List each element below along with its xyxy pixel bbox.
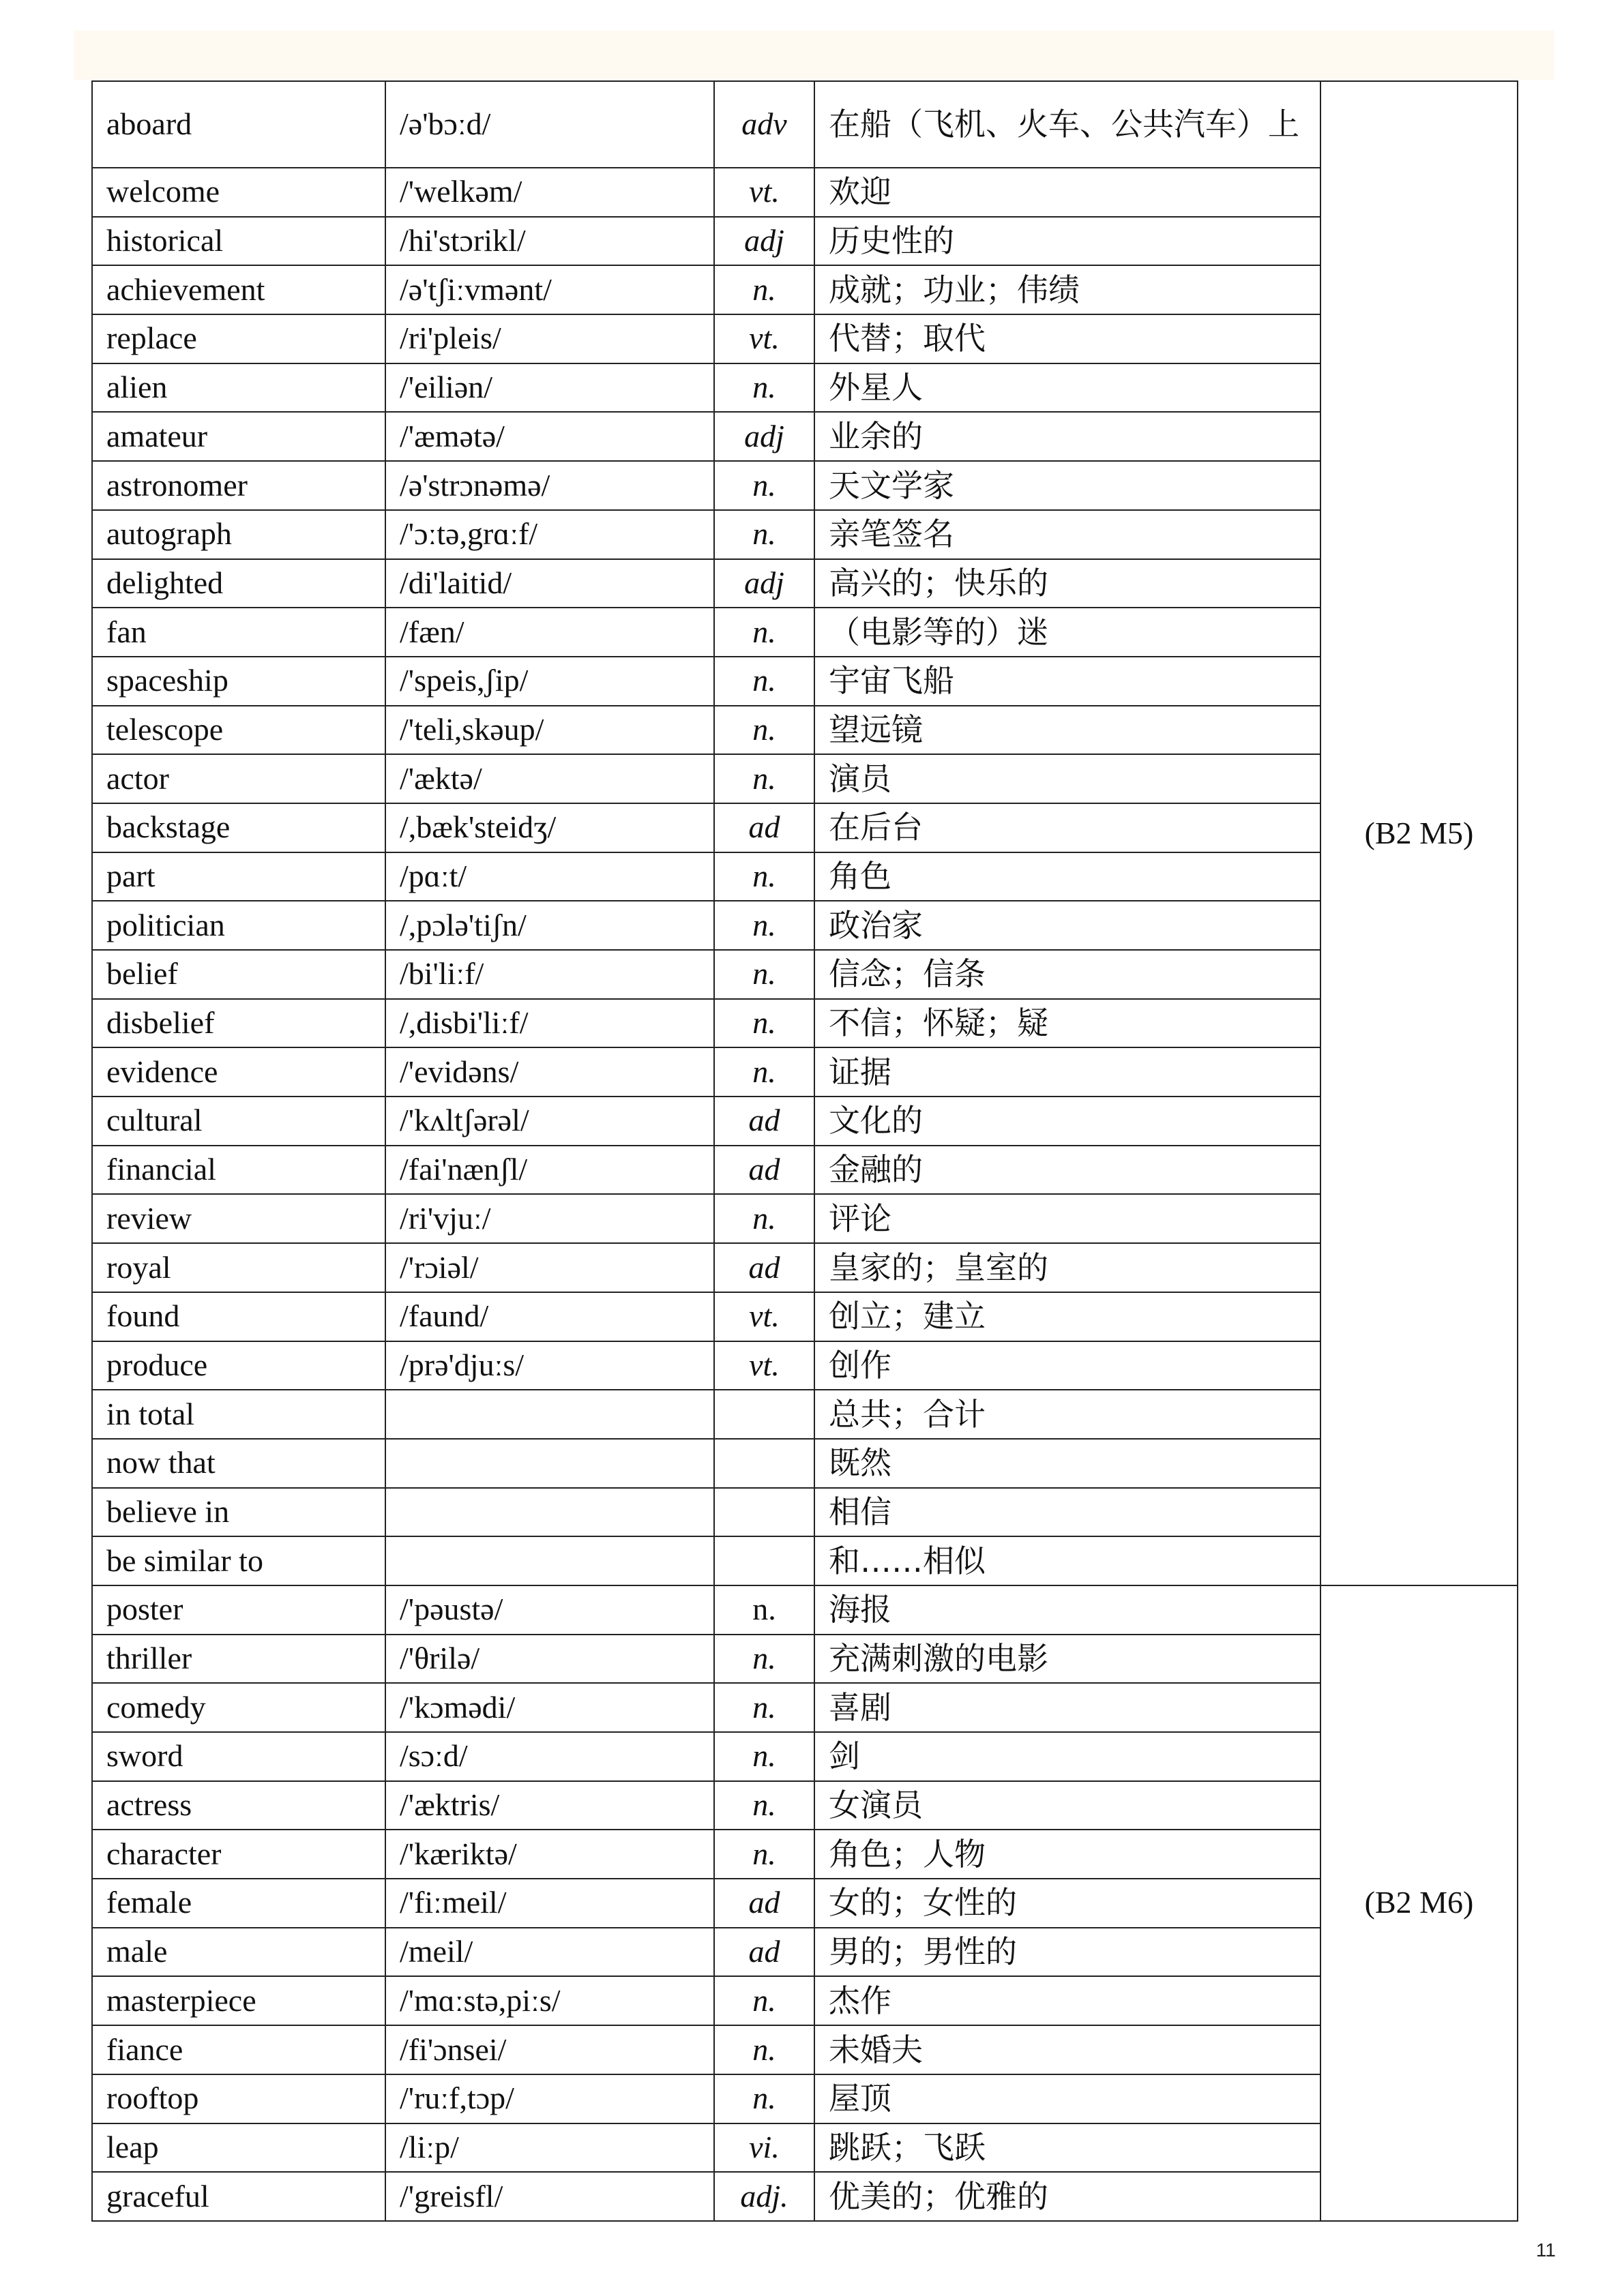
- vocab-phonetic: /,disbi'liːf/: [385, 999, 714, 1048]
- vocab-word: royal: [92, 1243, 385, 1292]
- vocab-row: [92, 1488, 1518, 1537]
- vocab-row: [92, 1635, 1518, 1684]
- vocab-word: found: [92, 1292, 385, 1341]
- vocab-phonetic: /fai'nænʃl/: [385, 1146, 714, 1195]
- vocab-phonetic: [385, 1536, 714, 1585]
- vocab-row: [92, 1341, 1518, 1390]
- vocabulary-table-body: [92, 81, 1518, 2221]
- vocab-part-of-speech: vt.: [714, 1341, 814, 1390]
- vocab-word: astronomer: [92, 461, 385, 510]
- vocab-part-of-speech: adj: [714, 217, 814, 266]
- vocab-word: backstage: [92, 803, 385, 852]
- vocab-row: [92, 754, 1518, 803]
- vocabulary-table: [91, 80, 1518, 2222]
- vocab-meaning: 既然: [814, 1439, 1320, 1488]
- vocab-word: alien: [92, 363, 385, 413]
- vocab-meaning: 创作: [814, 1341, 1320, 1390]
- vocab-phonetic: /'fiːmeil/: [385, 1879, 714, 1928]
- vocab-phonetic: /fæn/: [385, 608, 714, 657]
- vocab-part-of-speech: n.: [714, 1732, 814, 1781]
- vocab-meaning: 相信: [814, 1488, 1320, 1537]
- vocab-phonetic: /'speis,ʃip/: [385, 657, 714, 706]
- vocab-row: [92, 81, 1518, 168]
- vocab-row: [92, 901, 1518, 950]
- vocab-part-of-speech: vt.: [714, 314, 814, 363]
- vocab-row: [92, 265, 1518, 314]
- vocab-meaning: 跳跃；飞跃: [814, 2123, 1320, 2173]
- vocab-phonetic: /faund/: [385, 1292, 714, 1341]
- vocab-phonetic: /'kæriktə/: [385, 1830, 714, 1879]
- vocab-part-of-speech: n.: [714, 2025, 814, 2074]
- vocab-meaning: 金融的: [814, 1146, 1320, 1195]
- vocab-word: achievement: [92, 265, 385, 314]
- vocab-meaning: 信念；信条: [814, 950, 1320, 999]
- vocab-word: poster: [92, 1585, 385, 1635]
- vocab-part-of-speech: n.: [714, 852, 814, 901]
- vocab-row: [92, 1439, 1518, 1488]
- vocab-meaning: 优美的；优雅的: [814, 2172, 1320, 2221]
- vocab-part-of-speech: ad: [714, 1243, 814, 1292]
- vocab-word: disbelief: [92, 999, 385, 1048]
- header-band: [74, 31, 1554, 80]
- vocab-part-of-speech: adv: [714, 81, 814, 168]
- vocab-row: [92, 1292, 1518, 1341]
- vocab-word: produce: [92, 1341, 385, 1390]
- vocab-part-of-speech: n.: [714, 1585, 814, 1635]
- vocab-word: comedy: [92, 1683, 385, 1732]
- vocab-word: graceful: [92, 2172, 385, 2221]
- vocab-meaning: 文化的: [814, 1097, 1320, 1146]
- vocab-meaning: 角色: [814, 852, 1320, 901]
- vocab-phonetic: /,bæk'steidʒ/: [385, 803, 714, 852]
- vocab-part-of-speech: adj.: [714, 2172, 814, 2221]
- vocab-meaning: 女演员: [814, 1781, 1320, 1830]
- vocab-meaning: 演员: [814, 754, 1320, 803]
- vocab-word: politician: [92, 901, 385, 950]
- vocab-phonetic: /ə'strɔnəmə/: [385, 461, 714, 510]
- vocab-phonetic: [385, 1488, 714, 1537]
- vocab-meaning: 总共；合计: [814, 1390, 1320, 1439]
- vocab-part-of-speech: n.: [714, 1781, 814, 1830]
- vocab-phonetic: /'pəustə/: [385, 1585, 714, 1635]
- vocab-row: [92, 363, 1518, 413]
- vocab-part-of-speech: n.: [714, 1830, 814, 1879]
- vocab-meaning: 外星人: [814, 363, 1320, 413]
- vocab-row: [92, 852, 1518, 901]
- vocab-part-of-speech: n.: [714, 265, 814, 314]
- vocab-meaning: 在船（飞机、火车、公共汽车）上: [814, 81, 1320, 168]
- vocab-word: actor: [92, 754, 385, 803]
- vocab-meaning: 评论: [814, 1194, 1320, 1243]
- vocab-row: [92, 1976, 1518, 2025]
- vocab-meaning: （电影等的）迷: [814, 608, 1320, 657]
- vocab-meaning: 成就；功业；伟绩: [814, 265, 1320, 314]
- vocab-meaning: 政治家: [814, 901, 1320, 950]
- vocab-word: masterpiece: [92, 1976, 385, 2025]
- vocab-phonetic: /prə'djuːs/: [385, 1341, 714, 1390]
- vocab-phonetic: /'æktə/: [385, 754, 714, 803]
- unit-label: (B2 M5): [1320, 81, 1518, 1585]
- vocab-part-of-speech: [714, 1488, 814, 1537]
- vocab-row: [92, 706, 1518, 755]
- vocab-word: now that: [92, 1439, 385, 1488]
- vocab-row: [92, 461, 1518, 510]
- vocab-word: male: [92, 1928, 385, 1977]
- vocab-phonetic: /'mɑːstə,piːs/: [385, 1976, 714, 2025]
- vocab-meaning: 欢迎: [814, 168, 1320, 217]
- vocab-meaning: 未婚夫: [814, 2025, 1320, 2074]
- vocab-word: actress: [92, 1781, 385, 1830]
- vocab-phonetic: /'teli,skəup/: [385, 706, 714, 755]
- vocab-meaning: 在后台: [814, 803, 1320, 852]
- vocab-word: autograph: [92, 510, 385, 559]
- vocab-row: [92, 2172, 1518, 2221]
- vocab-meaning: 宇宙飞船: [814, 657, 1320, 706]
- vocab-word: fiance: [92, 2025, 385, 2074]
- vocab-phonetic: /'evidəns/: [385, 1047, 714, 1097]
- vocab-phonetic: [385, 1439, 714, 1488]
- vocab-row: [92, 1243, 1518, 1292]
- vocab-phonetic: /,pɔlə'tiʃn/: [385, 901, 714, 950]
- vocab-part-of-speech: [714, 1390, 814, 1439]
- vocab-part-of-speech: n.: [714, 1194, 814, 1243]
- vocab-word: historical: [92, 217, 385, 266]
- vocab-part-of-speech: ad: [714, 1146, 814, 1195]
- vocab-part-of-speech: n.: [714, 363, 814, 413]
- vocab-word: telescope: [92, 706, 385, 755]
- vocab-row: [92, 999, 1518, 1048]
- vocab-part-of-speech: vt.: [714, 1292, 814, 1341]
- vocab-row: [92, 608, 1518, 657]
- vocab-meaning: 高兴的；快乐的: [814, 559, 1320, 608]
- vocab-meaning: 男的；男性的: [814, 1928, 1320, 1977]
- vocab-part-of-speech: n.: [714, 657, 814, 706]
- vocab-row: [92, 1585, 1518, 1635]
- vocab-phonetic: /di'laitid/: [385, 559, 714, 608]
- vocab-part-of-speech: n.: [714, 950, 814, 999]
- vocab-meaning: 女的；女性的: [814, 1879, 1320, 1928]
- vocab-row: [92, 803, 1518, 852]
- vocab-phonetic: /'æktris/: [385, 1781, 714, 1830]
- vocab-phonetic: /'welkəm/: [385, 168, 714, 217]
- vocab-row: [92, 1194, 1518, 1243]
- vocab-phonetic: [385, 1390, 714, 1439]
- vocab-row: [92, 2123, 1518, 2173]
- vocab-part-of-speech: n.: [714, 754, 814, 803]
- vocab-part-of-speech: n.: [714, 1976, 814, 2025]
- vocab-meaning: 业余的: [814, 412, 1320, 461]
- vocab-word: be similar to: [92, 1536, 385, 1585]
- vocab-part-of-speech: n.: [714, 510, 814, 559]
- vocab-word: believe in: [92, 1488, 385, 1537]
- vocab-part-of-speech: adj: [714, 412, 814, 461]
- vocab-word: review: [92, 1194, 385, 1243]
- vocab-phonetic: /hi'stɔrikl/: [385, 217, 714, 266]
- vocab-row: [92, 1830, 1518, 1879]
- vocab-meaning: 皇家的；皇室的: [814, 1243, 1320, 1292]
- vocab-part-of-speech: ad: [714, 1879, 814, 1928]
- vocab-row: [92, 2074, 1518, 2123]
- vocab-row: [92, 412, 1518, 461]
- vocab-word: belief: [92, 950, 385, 999]
- vocab-part-of-speech: n.: [714, 1683, 814, 1732]
- vocab-row: [92, 1097, 1518, 1146]
- vocab-word: in total: [92, 1390, 385, 1439]
- vocab-meaning: 证据: [814, 1047, 1320, 1097]
- vocab-word: leap: [92, 2123, 385, 2173]
- vocab-row: [92, 657, 1518, 706]
- vocab-word: cultural: [92, 1097, 385, 1146]
- vocab-phonetic: /bi'liːf/: [385, 950, 714, 999]
- vocab-part-of-speech: vi.: [714, 2123, 814, 2173]
- vocab-row: [92, 1683, 1518, 1732]
- vocab-phonetic: /ri'pleis/: [385, 314, 714, 363]
- vocab-row: [92, 1146, 1518, 1195]
- vocab-row: [92, 314, 1518, 363]
- vocab-part-of-speech: adj: [714, 559, 814, 608]
- vocab-word: evidence: [92, 1047, 385, 1097]
- vocab-meaning: 充满刺激的电影: [814, 1635, 1320, 1684]
- vocab-word: thriller: [92, 1635, 385, 1684]
- vocab-part-of-speech: n.: [714, 461, 814, 510]
- vocab-word: part: [92, 852, 385, 901]
- vocab-row: [92, 1781, 1518, 1830]
- vocab-phonetic: /'kɔmədi/: [385, 1683, 714, 1732]
- vocab-part-of-speech: n.: [714, 999, 814, 1048]
- vocab-part-of-speech: ad: [714, 1097, 814, 1146]
- vocab-meaning: 历史性的: [814, 217, 1320, 266]
- vocab-phonetic: /'æmətə/: [385, 412, 714, 461]
- vocab-phonetic: /'eiliən/: [385, 363, 714, 413]
- vocab-row: [92, 2025, 1518, 2074]
- vocab-word: rooftop: [92, 2074, 385, 2123]
- vocab-part-of-speech: n.: [714, 2074, 814, 2123]
- vocab-phonetic: /ri'vjuː/: [385, 1194, 714, 1243]
- vocab-part-of-speech: ad: [714, 1928, 814, 1977]
- vocab-meaning: 不信；怀疑；疑: [814, 999, 1320, 1048]
- vocab-row: [92, 168, 1518, 217]
- vocab-phonetic: /'kʌltʃərəl/: [385, 1097, 714, 1146]
- vocab-phonetic: /sɔːd/: [385, 1732, 714, 1781]
- vocab-row: [92, 510, 1518, 559]
- vocab-phonetic: /'ruːf,tɔp/: [385, 2074, 714, 2123]
- vocab-part-of-speech: [714, 1536, 814, 1585]
- vocab-meaning: 喜剧: [814, 1683, 1320, 1732]
- vocab-word: amateur: [92, 412, 385, 461]
- vocab-row: [92, 1536, 1518, 1585]
- vocab-phonetic: /meil/: [385, 1928, 714, 1977]
- vocab-part-of-speech: n.: [714, 706, 814, 755]
- vocab-meaning: 剑: [814, 1732, 1320, 1781]
- vocab-part-of-speech: n.: [714, 901, 814, 950]
- vocab-row: [92, 1928, 1518, 1977]
- vocab-meaning: 屋顶: [814, 2074, 1320, 2123]
- vocab-word: welcome: [92, 168, 385, 217]
- vocab-phonetic: /'θrilə/: [385, 1635, 714, 1684]
- vocab-meaning: 代替；取代: [814, 314, 1320, 363]
- vocab-word: female: [92, 1879, 385, 1928]
- vocab-word: fan: [92, 608, 385, 657]
- vocab-word: financial: [92, 1146, 385, 1195]
- vocab-word: aboard: [92, 81, 385, 168]
- vocab-part-of-speech: n.: [714, 1047, 814, 1097]
- vocab-meaning: 望远镜: [814, 706, 1320, 755]
- vocab-meaning: 和……相似: [814, 1536, 1320, 1585]
- vocab-row: [92, 1047, 1518, 1097]
- vocab-word: sword: [92, 1732, 385, 1781]
- vocab-row: [92, 1732, 1518, 1781]
- vocab-word: delighted: [92, 559, 385, 608]
- vocab-row: [92, 1390, 1518, 1439]
- vocab-part-of-speech: [714, 1439, 814, 1488]
- page-number: 11: [1535, 2239, 1556, 2261]
- vocab-meaning: 亲笔签名: [814, 510, 1320, 559]
- vocab-part-of-speech: ad: [714, 803, 814, 852]
- vocab-phonetic: /'greisfl/: [385, 2172, 714, 2221]
- vocab-phonetic: /pɑːt/: [385, 852, 714, 901]
- vocab-meaning: 天文学家: [814, 461, 1320, 510]
- vocab-word: replace: [92, 314, 385, 363]
- vocab-phonetic: /ə'bɔːd/: [385, 81, 714, 168]
- vocab-row: [92, 217, 1518, 266]
- vocab-meaning: 杰作: [814, 1976, 1320, 2025]
- vocab-phonetic: /liːp/: [385, 2123, 714, 2173]
- vocab-phonetic: /ə'tʃiːvmənt/: [385, 265, 714, 314]
- vocab-part-of-speech: vt.: [714, 168, 814, 217]
- vocab-row: [92, 1879, 1518, 1928]
- unit-label: (B2 M6): [1320, 1585, 1518, 2221]
- vocab-meaning: 角色；人物: [814, 1830, 1320, 1879]
- vocab-part-of-speech: n.: [714, 608, 814, 657]
- vocab-phonetic: /fi'ɔnsei/: [385, 2025, 714, 2074]
- vocab-phonetic: /'ɔːtə,grɑːf/: [385, 510, 714, 559]
- vocab-row: [92, 950, 1518, 999]
- vocab-phonetic: /'rɔiəl/: [385, 1243, 714, 1292]
- vocab-word: spaceship: [92, 657, 385, 706]
- vocab-part-of-speech: n.: [714, 1635, 814, 1684]
- vocab-row: [92, 559, 1518, 608]
- vocab-meaning: 创立；建立: [814, 1292, 1320, 1341]
- vocab-meaning: 海报: [814, 1585, 1320, 1635]
- vocab-word: character: [92, 1830, 385, 1879]
